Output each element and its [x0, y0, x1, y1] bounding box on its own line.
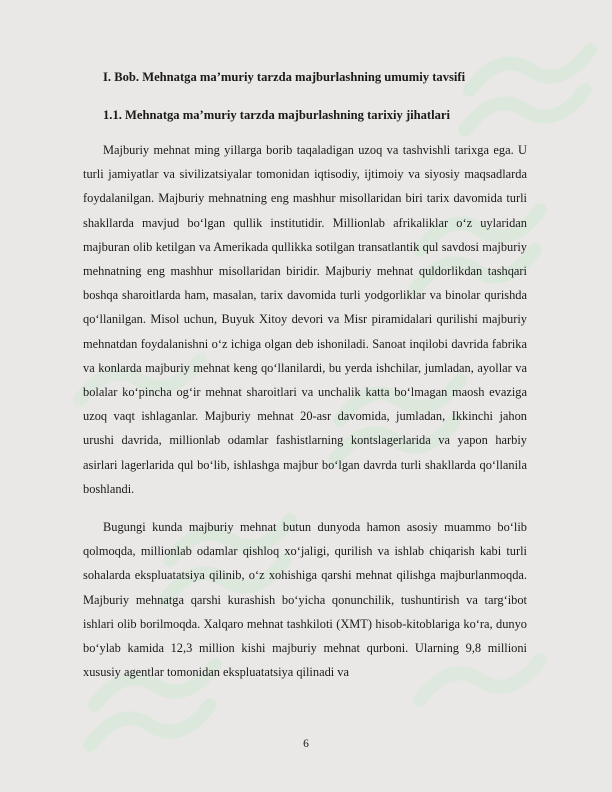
body-paragraph: Bugungi kunda majburiy mehnat butun dunyoda hamon asosiy muammo boʻlib qolmoqda, millionlab odamlar qishloq xoʻjaligi, qurilish va ishlab chiqarish kabi turli sohalarda ekspluatatsiya qilinib, oʻz xohishiga qarshi mehnat qilishga majburlanmoqda. Majburiy mehnatga qarshi kurashish boʻyicha qonunchilik, tushuntirish va targʻibot ishlari olib borilmoqda. Xalqaro mehnat tashkiloti (XMT) hisob-kitoblariga koʻra, dunyo boʻylab kamida 12,3 million kishi majburiy mehnat qurboni. Ularning 9,8 millioni xususiy agentlar tomonidan ekspluatatsiya qilinadi va — [83, 520, 527, 680]
chapter-title: I. Bob. Mehnatga maʼmuriy tarzda majburlashning umumiy tavsifi — [103, 70, 466, 84]
body-paragraph: Majburiy mehnat ming yillarga borib taqaladigan uzoq va tashvishli tarixga ega. U turli jamiyatlar va sivilizatsiyalar tomonidan iqtisodiy, ijtimoiy va siyosiy maqsadlarda foydalanilgan. Majburiy mehnatning eng mashhur misollaridan biri tarix davomida turli shakllarda mavjud boʻlgan qullik institutidir. Millionlab afrikaliklar oʻz uylaridan majburan olib ketilgan va Amerikada qullikka sotilgan transatlantik qul savdosi majburiy mehnatning eng mashhur misollaridan biridir. Majburiy mehnat quldorlikdan tashqari boshqa sharoitlarda ham, masalan, tarix davomida turli yodgorliklar va binolar qurishda qoʻllanilgan. Misol uchun, Buyuk Xitoy devori va Misr piramidalari qurilishi majburiy mehnatdan foydalanishni oʻz ichiga olgan deb ishoniladi. Sanoat inqilobi davrida fabrika va konlarda majburiy mehnat keng qoʻllanilardi, bu yerda ishchilar, jumladan, ayollar va bolalar koʻpincha ogʻir mehnat sharoitlari va unchalik katta boʻlmagan maosh evaziga uzoq vaqt ishlaganlar. Majburiy mehnat 20-asr davomida, jumladan, Ikkinchi jahon urushi davrida, millionlab odamlar fashistlarning kontslagerlarida va yapon harbiy asirlari lagerlarida qul boʻlib, ishlashga majbur boʻlgan davrda turli shakllarda qoʻllanila boshlandi. — [83, 143, 527, 496]
section-title: 1.1. Mehnatga maʼmuriy tarzda majburlashning tarixiy jihatlari — [103, 108, 451, 122]
page-number: 6 — [303, 738, 309, 750]
document-body — [83, 64, 527, 684]
